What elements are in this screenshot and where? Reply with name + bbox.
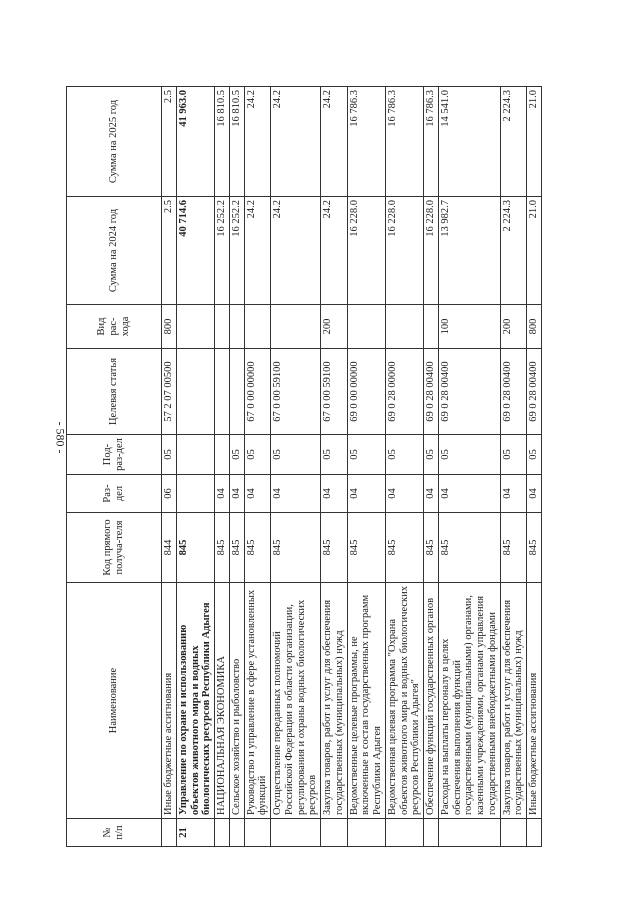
cell-subsection: 05	[271, 435, 321, 475]
header-sum2024: Сумма на 2024 год	[67, 197, 162, 305]
header-num: № п/п	[67, 819, 162, 847]
cell-section: 04	[438, 475, 500, 513]
cell-admin: 845	[424, 513, 439, 583]
table-row	[527, 87, 542, 847]
cell-sum2024: 24.2	[321, 197, 348, 305]
cell-admin: 845	[215, 513, 230, 583]
cell-sum2025: 2 224.3	[500, 87, 527, 197]
header-admin: Код прямого получа-теля	[67, 513, 162, 583]
cell-subsection: 05	[321, 435, 348, 475]
cell-sum2024: 16 228.0	[424, 197, 439, 305]
cell-name: Осуществление переданных полномочий Российской Федерации в области организации, регулирования и охраны водных биологических ресурсов	[271, 583, 321, 819]
cell-section: 04	[244, 475, 271, 513]
cell-admin: 845	[244, 513, 271, 583]
cell-num	[244, 819, 271, 847]
cell-target: 67 0 00 59100	[271, 349, 321, 435]
cell-subsection: 05	[438, 435, 500, 475]
header-target: Целевая статья	[67, 349, 162, 435]
cell-expense	[424, 305, 439, 349]
cell-subsection	[176, 435, 214, 475]
cell-section: 06	[162, 475, 177, 513]
table-row	[438, 87, 500, 847]
cell-num	[438, 819, 500, 847]
table-row	[347, 87, 385, 847]
cell-sum2024: 2 224.3	[500, 197, 527, 305]
cell-expense: 800	[527, 305, 542, 349]
cell-expense: 100	[438, 305, 500, 349]
cell-admin: 845	[527, 513, 542, 583]
cell-admin: 845	[347, 513, 385, 583]
cell-target: 69 0 00 00000	[347, 349, 385, 435]
cell-sum2025: 24.2	[244, 87, 271, 197]
cell-sum2025: 16 786.3	[385, 87, 423, 197]
budget-table	[66, 86, 542, 847]
cell-target: 69 0 28 00400	[527, 349, 542, 435]
cell-sum2025: 24.2	[271, 87, 321, 197]
cell-section: 04	[527, 475, 542, 513]
cell-target: 57 2 07 00500	[162, 349, 177, 435]
cell-sum2025: 2.5	[162, 87, 177, 197]
cell-num	[162, 819, 177, 847]
cell-sum2024: 16 252.2	[229, 197, 244, 305]
table-row	[215, 87, 230, 847]
cell-admin: 845	[385, 513, 423, 583]
cell-admin: 845	[229, 513, 244, 583]
cell-expense	[215, 305, 230, 349]
cell-sum2024: 16 228.0	[385, 197, 423, 305]
cell-name: Иные бюджетные ассигнования	[527, 583, 542, 819]
cell-name: Ведомственные целевые программы, не включенные в состав государственных программ Республики Адыгея	[347, 583, 385, 819]
cell-expense	[385, 305, 423, 349]
cell-admin: 845	[321, 513, 348, 583]
cell-sum2025: 16 810.5	[229, 87, 244, 197]
table-row	[176, 87, 214, 847]
cell-expense: 200	[500, 305, 527, 349]
cell-sum2025: 14 541.0	[438, 87, 500, 197]
cell-subsection	[215, 435, 230, 475]
table-row	[271, 87, 321, 847]
cell-sum2024: 24.2	[244, 197, 271, 305]
cell-name: Руководство и управление в сфере установленных функций	[244, 583, 271, 819]
cell-expense	[271, 305, 321, 349]
cell-num	[215, 819, 230, 847]
cell-num	[500, 819, 527, 847]
cell-admin: 844	[162, 513, 177, 583]
cell-sum2025: 41 963.0	[176, 87, 214, 197]
cell-sum2024: 40 714.6	[176, 197, 214, 305]
cell-name: Закупка товаров, работ и услуг для обеспечения государственных (муниципальных) нужд	[500, 583, 527, 819]
cell-subsection: 05	[500, 435, 527, 475]
cell-expense: 800	[162, 305, 177, 349]
cell-section	[176, 475, 214, 513]
cell-subsection: 05	[385, 435, 423, 475]
cell-section: 04	[321, 475, 348, 513]
cell-name: НАЦИОНАЛЬНАЯ ЭКОНОМИКА	[215, 583, 230, 819]
page-number: - 580 -	[53, 421, 68, 454]
cell-target: 67 0 00 59100	[321, 349, 348, 435]
cell-name: Иные бюджетные ассигнования	[162, 583, 177, 819]
cell-target: 69 0 28 00400	[438, 349, 500, 435]
cell-subsection: 05	[229, 435, 244, 475]
cell-sum2025: 16 786.3	[347, 87, 385, 197]
cell-expense	[244, 305, 271, 349]
header-subsection: Под-раз-дел	[67, 435, 162, 475]
cell-name: Сельское хозяйство и рыболовство	[229, 583, 244, 819]
cell-sum2024: 21.0	[527, 197, 542, 305]
cell-subsection: 05	[162, 435, 177, 475]
cell-sum2025: 21.0	[527, 87, 542, 197]
cell-sum2025: 16 810.5	[215, 87, 230, 197]
cell-num	[321, 819, 348, 847]
cell-sum2024: 16 252.2	[215, 197, 230, 305]
cell-expense	[176, 305, 214, 349]
cell-expense: 200	[321, 305, 348, 349]
cell-section: 04	[424, 475, 439, 513]
cell-num	[424, 819, 439, 847]
cell-num: 21	[176, 819, 214, 847]
header-name: Наименование	[67, 583, 162, 819]
cell-target: 69 0 28 00400	[424, 349, 439, 435]
table-row	[162, 87, 177, 847]
cell-expense	[229, 305, 244, 349]
cell-target	[215, 349, 230, 435]
header-section: Раз-дел	[67, 475, 162, 513]
cell-admin: 845	[438, 513, 500, 583]
table-header-row	[67, 87, 162, 847]
cell-num	[229, 819, 244, 847]
table-row	[385, 87, 423, 847]
cell-section: 04	[215, 475, 230, 513]
cell-target	[229, 349, 244, 435]
cell-admin: 845	[176, 513, 214, 583]
cell-name: Расходы на выплаты персоналу в целях обеспечения выполнения функций государственными (муниципальными) органами, казенными учреждениями, органами управления государственными внебюджетными фондами	[438, 583, 500, 819]
table-row	[424, 87, 439, 847]
cell-section: 04	[229, 475, 244, 513]
cell-num	[385, 819, 423, 847]
cell-target: 67 0 00 00000	[244, 349, 271, 435]
table-row	[244, 87, 271, 847]
cell-sum2025: 16 786.3	[424, 87, 439, 197]
cell-subsection: 05	[244, 435, 271, 475]
cell-section: 04	[500, 475, 527, 513]
table-row	[321, 87, 348, 847]
cell-subsection: 05	[527, 435, 542, 475]
cell-num	[347, 819, 385, 847]
cell-sum2024: 13 982.7	[438, 197, 500, 305]
cell-admin: 845	[500, 513, 527, 583]
cell-sum2024: 16 228.0	[347, 197, 385, 305]
cell-section: 04	[385, 475, 423, 513]
cell-sum2025: 24.2	[321, 87, 348, 197]
cell-name: Ведомственная целевая программа "Охрана объектов животного мира и водных биологических ресурсов Республики Адыгея"	[385, 583, 423, 819]
cell-name: Управление по охране и использованию объектов животного мира и водных биологических ресурсов Республики Адыгея	[176, 583, 214, 819]
cell-name: Обеспечение функций государственных органов	[424, 583, 439, 819]
cell-num	[271, 819, 321, 847]
cell-subsection: 05	[347, 435, 385, 475]
header-sum2025: Сумма на 2025 год	[67, 87, 162, 197]
cell-num	[527, 819, 542, 847]
cell-admin: 845	[271, 513, 321, 583]
cell-sum2024: 24.2	[271, 197, 321, 305]
cell-sum2024: 2.5	[162, 197, 177, 305]
table-row	[500, 87, 527, 847]
cell-section: 04	[271, 475, 321, 513]
cell-target	[176, 349, 214, 435]
header-expense: Вид рас-хода	[67, 305, 162, 349]
cell-subsection: 05	[424, 435, 439, 475]
cell-section: 04	[347, 475, 385, 513]
cell-target: 69 0 28 00400	[500, 349, 527, 435]
budget-table-container	[66, 87, 546, 847]
cell-name: Закупка товаров, работ и услуг для обеспечения государственных (муниципальных) нужд	[321, 583, 348, 819]
cell-target: 69 0 28 00000	[385, 349, 423, 435]
table-row	[229, 87, 244, 847]
cell-expense	[347, 305, 385, 349]
